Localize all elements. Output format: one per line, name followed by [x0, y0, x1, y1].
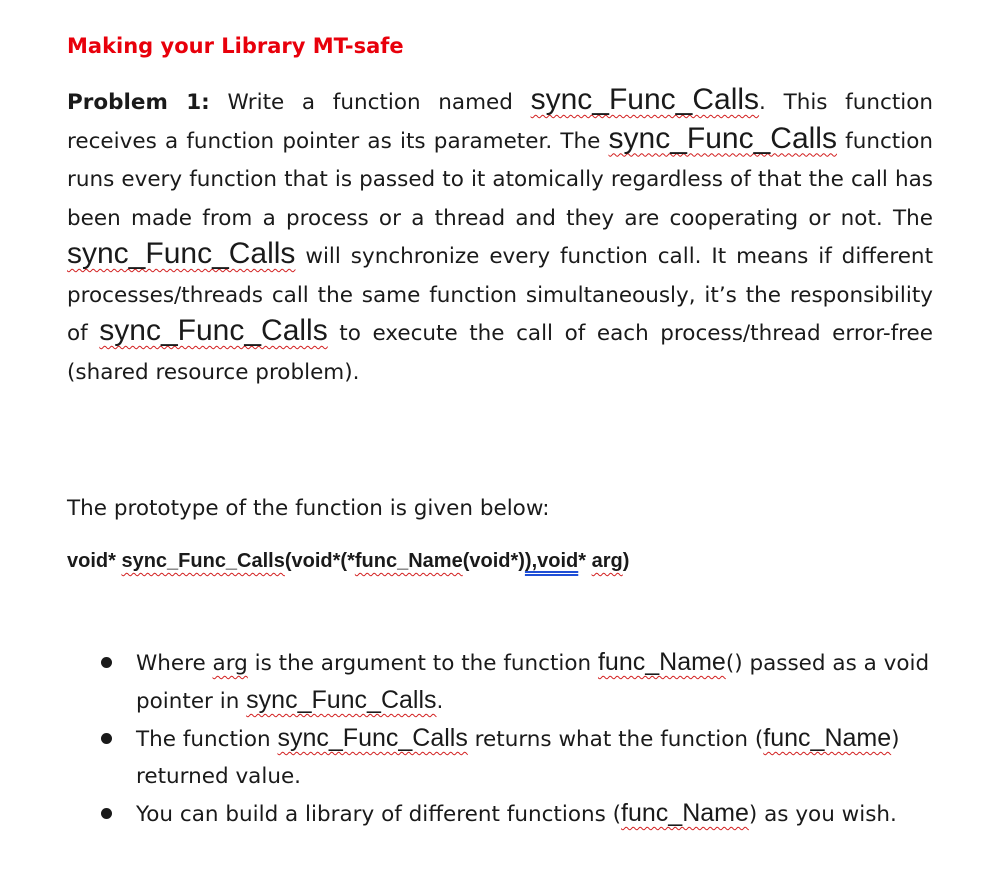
function-name-inline: sync_Func_Calls — [246, 686, 437, 714]
proto-arg-name: arg — [591, 550, 623, 572]
proto-grammar-mark: ),void — [524, 550, 579, 572]
proto-part: ) — [622, 550, 630, 572]
item-text: The function — [136, 727, 278, 752]
arg-term: arg — [212, 651, 248, 676]
proto-param-name: func_Name — [354, 550, 463, 572]
function-name-inline: sync_Func_Calls — [99, 314, 328, 347]
item-text: Where — [136, 651, 213, 676]
list-item — [67, 795, 933, 833]
bullet-icon — [101, 733, 112, 744]
item-text: () passed as a void pointer in — [136, 651, 930, 714]
proto-part: * — [578, 550, 592, 572]
bullet-icon — [101, 657, 112, 668]
function-name-inline: func_Name — [763, 724, 892, 752]
problem-label: Problem 1: — [67, 90, 210, 115]
problem-text-3: function runs every function that is passed to it atomically regardless of that the call has been made from a process or a thread and they are cooperating or not. The — [67, 128, 933, 231]
function-name-inline: sync_Func_Calls — [608, 121, 837, 155]
problem-text-2: . This function receives a function pointer as its parameter. The — [67, 90, 934, 154]
problem-text-4: will synchronize every function call. It means if different processes/threads call the same function simultaneously, it’s the responsibility of — [67, 244, 933, 346]
item-text: . — [436, 689, 444, 714]
item-text: ) returned value. — [136, 727, 900, 789]
function-name-inline: sync_Func_Calls — [277, 724, 468, 752]
bullet-icon — [101, 808, 112, 819]
item-text: You can build a library of different functions ( — [136, 802, 622, 827]
proto-part: (void*) — [462, 550, 525, 572]
proto-part: (void*(* — [284, 550, 355, 572]
item-text: returns what the function ( — [467, 727, 764, 752]
proto-function-name: sync_Func_Calls — [121, 550, 285, 572]
problem-paragraph — [67, 84, 933, 392]
proto-return-type: void* — [67, 550, 122, 572]
list-item — [67, 644, 933, 720]
problem-text-1: Write a function named — [209, 90, 531, 115]
prototype-signature — [67, 550, 629, 573]
item-text: ) as you wish. — [748, 802, 897, 827]
function-name-inline: sync_Func_Calls — [530, 83, 760, 116]
function-name-inline: sync_Func_Calls — [67, 237, 296, 270]
function-name-inline: func_Name — [621, 799, 749, 827]
problem-text-5: to execute the call of each process/thread error-free (shared resource problem). — [67, 321, 934, 385]
list-item — [67, 720, 933, 795]
item-text: is the argument to the function — [247, 651, 598, 676]
prototype-intro: The prototype of the function is given below: — [67, 496, 550, 521]
section-heading: Making your Library MT-safe — [67, 34, 404, 58]
function-name-inline: func_Name — [597, 648, 726, 676]
notes-list — [67, 644, 933, 833]
